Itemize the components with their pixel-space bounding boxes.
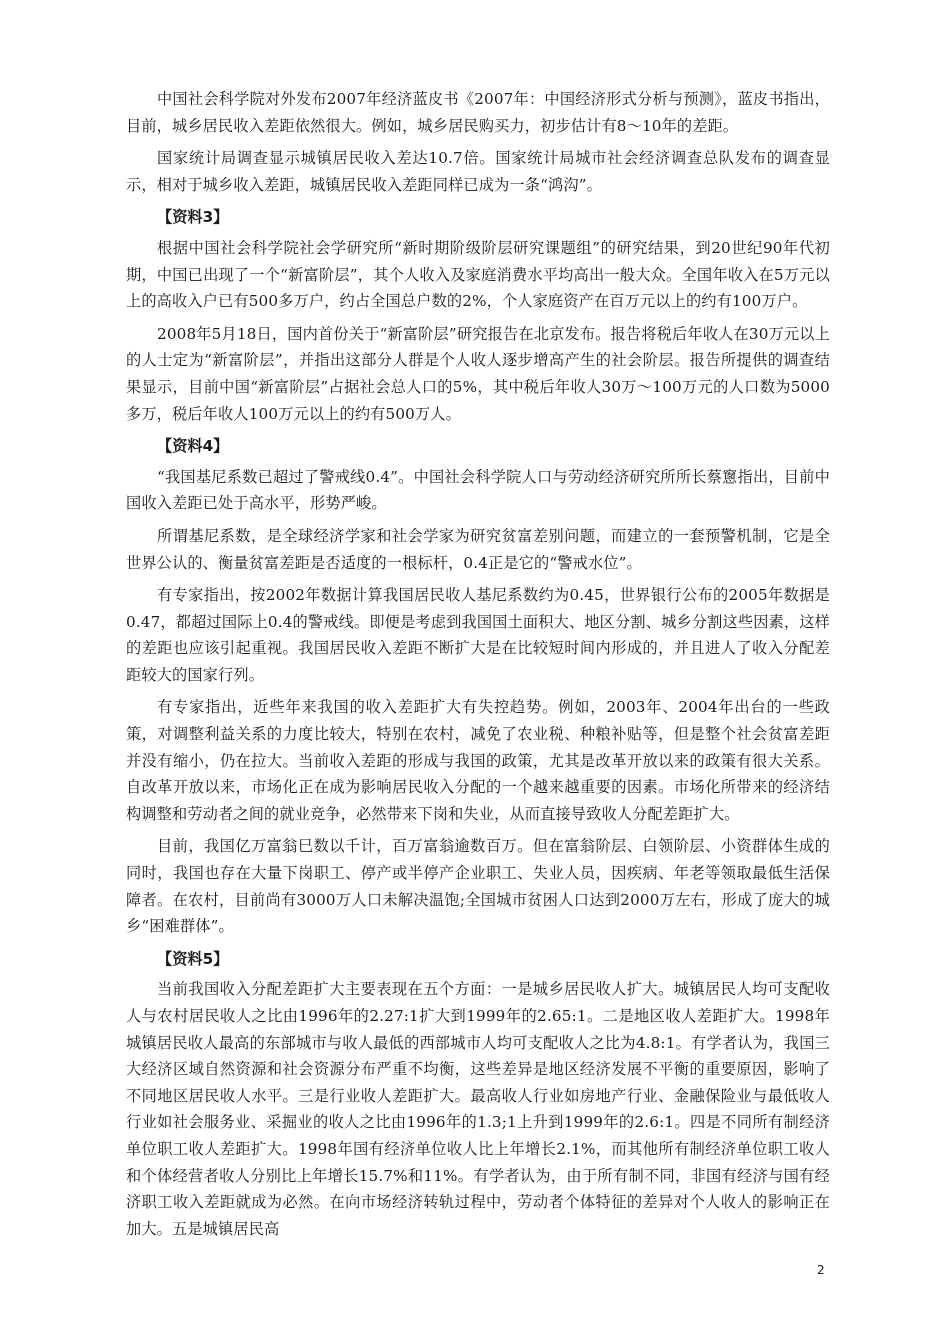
paragraph: 2008年5月18日，国内首份关于“新富阶层”研究报告在北京发布。报告将税后年收人在30万元以上的人士定为“新富阶层”，并指出这部分人群是个人收人逐步增高产生的社会阶层。报告所提供的调查结果显示，目前中国“新富阶层”占据社会总人口的5%，其中税后年收人30万～100万元的人口数为5000多万，税后年收人100万元以上的约有500万人。 — [126, 324, 830, 423]
paragraph: 所谓基尼系数，是全球经济学家和社会学家为研究贫富差别问题，而建立的一套预警机制，它是全世界公认的、衡量贫富差距是否适度的一根标杆，0.4正是它的“警戒水位”。 — [126, 526, 830, 572]
paragraph: 根据中国社会科学院社会学研究所“新时期阶级阶层研究课题组”的研究结果，到20世纪90年代初期，中国已出现了一个“新富阶层”，其个人收入及家庭消费水平均高出一般大众。全国年收入在5万元以上的高收入户已有500多万户，约占全国总户数的2%，个人家庭资产在百万元以上的约有100万户。 — [126, 238, 830, 311]
paragraph: 当前我国收入分配差距扩大主要表现在五个方面：一是城乡居民收人扩大。城镇居民人均可支配收人与农村居民收人之比由1996年的2.27:1扩大到1999年的2.65:1。二是地区收人差距扩大。1998年城镇居民收人最高的东部城市与收人最低的西部城市人均可支配收人之比为4.8:1。有学者认为，我国三大经济区域自然资源和社会资源分布严重不均衡，这些差异是地区经济发展不平衡的重要原因，影响了不同地区居民收人水平。三是行业收人差距扩大。最高收人行业如房地产行业、金融保险业与最低收人行业如社会服务业、采掘业的收人之比由1996年的1.3;1上升到1999年的2.6:1。四是不同所有制经济单位职工收人差距扩大。1998年国有经济单位收人比上年增长2.1%，而其他所有制经济单位职工收人和个体经营者收人分别比上年增长15.7%和11%。有学者认为，由于所有制不同，非国有经济与国有经济职工收入差距就成为必然。在向市场经济转轨过程中，劳动者个体特征的差异对个人收人的影响正在加大。五是城镇居民高 — [126, 980, 830, 1238]
page-number: 2 — [817, 1263, 825, 1277]
paragraph: 国家统计局调查显示城镇居民收入差达10.7倍。国家统计局城市社会经济调查总队发布的调查显示，相对于城乡收入差距，城镇居民收入差距同样已成为一条“鸿沟”。 — [126, 149, 830, 194]
section-heading: 【资料4】 — [157, 437, 229, 456]
paragraph: 中国社会科学院对外发布2007年经济蓝皮书《2007年：中国经济形式分析与预测》，蓝皮书指出，目前，城乡居民收入差距依然很大。例如，城乡居民购买力，初步估计有8～10年的差距。 — [126, 90, 830, 135]
paragraph: 有专家指出，按2002年数据计算我国居民收人基尼系数约为0.45，世界银行公布的2005年数据是0.47，都超过国际上0.4的警戒线。即便是考虑到我国国土面积大、地区分割、城乡分割这些因素，这样的差距也应该引起重视。我国居民收入差距不断扩大是在比较短时间内形成的，并且进人了收入分配差距较大的国家行列。 — [126, 586, 830, 684]
document-body — [126, 86, 830, 1248]
paragraph: 有专家指出，近些年来我国的收入差距扩大有失控趋势。例如，2003年、2004年出台的一些政策，对调整利益关系的力度比较大，特别在农村，减免了农业税、种粮补贴等，但是整个社会贫富差距并没有缩小，仍在拉大。当前收入差距的形成与我国的政策，尤其是改革开放以来的政策有很大关系。自改革开放以来，市场化正在成为影响居民收入分配的一个越来越重要的因素。市场化所带来的经济结构调整和劳动者之间的就业竞争，必然带来下岗和失业，从而直接导致收人分配差距扩大。 — [126, 698, 830, 823]
paragraph: 目前，我国亿万富翁巳数以千计，百万富翁逾数百万。但在富翁阶层、白领阶层、小资群体生成的同时，我国也存在大量下岗职工、停产或半停产企业职工、失业人员，因疾病、年老等领取最低生活保障者。在农村，目前尚有3000万人口未解决温饱;全国城市贫困人口达到2000万左右，形成了庞大的城乡“困难群体”。 — [126, 837, 830, 936]
paragraph: “我国基尼系数已超过了警戒线0.4”。中国社会科学院人口与劳动经济研究所所长蔡窻指出，目前中国收入差距已处于高水平，形势严峻。 — [126, 467, 830, 513]
section-heading: 【资料5】 — [157, 949, 229, 968]
section-heading: 【资料3】 — [157, 208, 229, 227]
